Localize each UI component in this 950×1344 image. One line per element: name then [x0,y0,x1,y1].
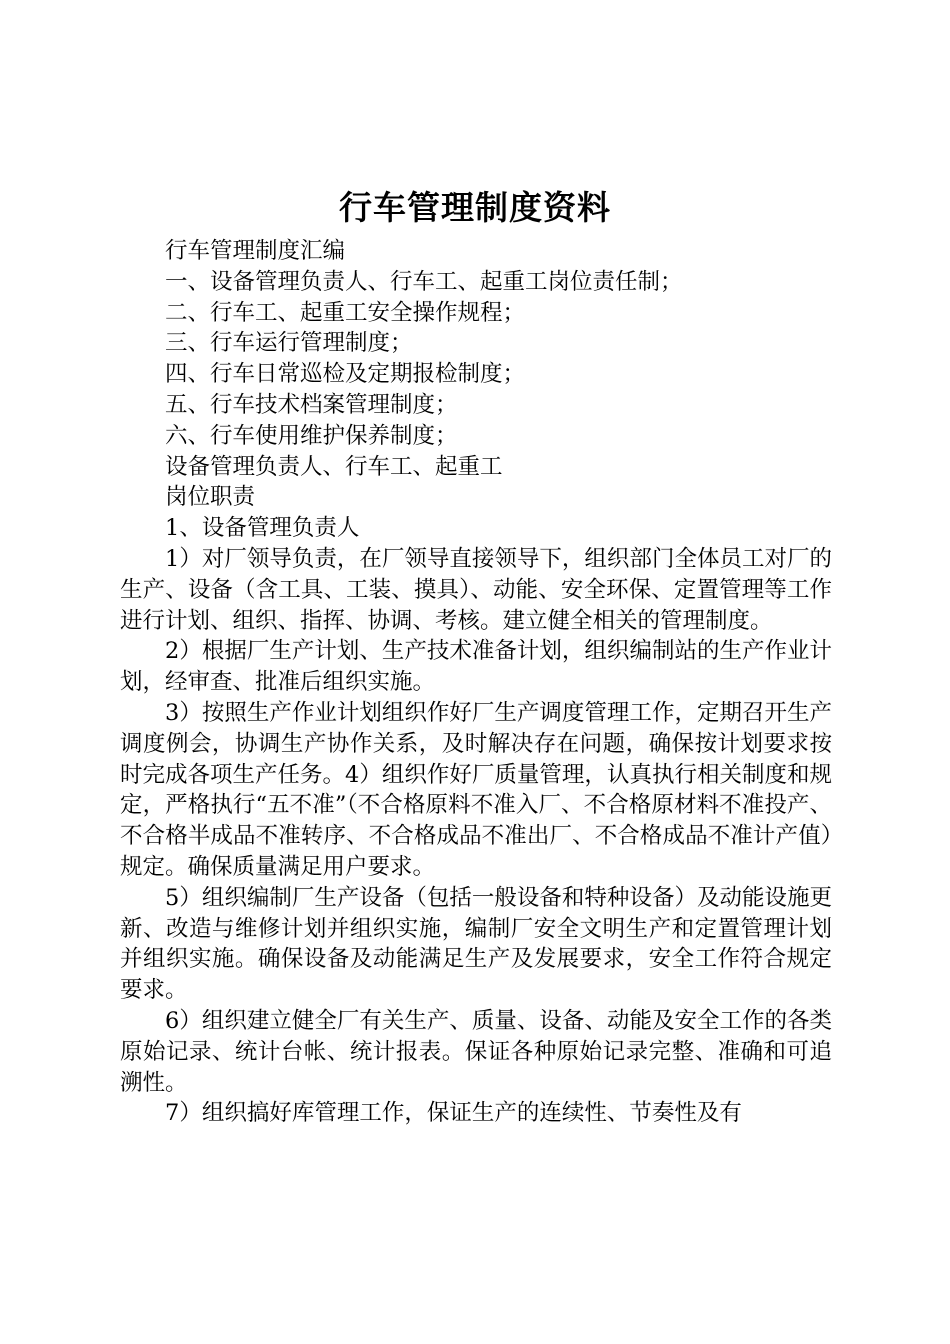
paragraph-role-heading: 1、设备管理负责人 [165,515,360,542]
paragraph-duty-2: 2）根据厂生产计划、生产技术准备计划，组织编制站的生产作业计划，经审查、批准后组织实施。 [120,638,832,696]
paragraph-toc-item-1: 一、设备管理负责人、行车工、起重工岗位责任制； [165,268,683,295]
paragraph-section-subheading: 岗位职责 [165,484,256,511]
paragraph-toc-item-4: 四、行车日常巡检及定期报检制度； [165,361,526,388]
paragraph-toc-item-3: 三、行车运行管理制度； [165,330,413,357]
document-body [120,236,832,1129]
paragraph-compilation-heading: 行车管理制度汇编 [165,238,346,264]
paragraph-duty-1: 1）对厂领导负责，在厂领导直接领导下，组织部门全体员工对厂的生产、设备（含工具、工装、摸具）、动能、安全环保、定置管理等工作进行计划、组织、指挥、协调、考核。建立健全相关的管理制度。 [120,545,832,634]
document-title: 行车管理制度资料 [339,188,611,227]
paragraph-toc-item-5: 五、行车技术档案管理制度； [165,391,458,418]
paragraph-duty-5: 5）组织编制厂生产设备（包括一般设备和特种设备）及动能设施更新、改造与维修计划并组织实施，编制厂安全文明生产和定置管理计划并组织实施。确保设备及动能满足生产及发展要求，安全工作符合规定要求。 [120,884,832,1004]
paragraph-duty-3-4: 3）按照生产作业计划组织作好厂生产调度管理工作，定期召开生产调度例会，协调生产协作关系，及时解决存在问题，确保按计划要求按时完成各项生产任务。4）组织作好厂质量管理，认真执行相关制度和规定，严格执行“五不准”（不合格原料不准入厂、不合格原材料不准投产、不合格半成品不准转序、不合格成品不准出厂、不合格成品不准计产值）规定。确保质量满足用户要求。 [120,699,832,880]
paragraph-duty-6: 6）组织建立健全厂有关生产、质量、设备、动能及安全工作的各类原始记录、统计台帐、统计报表。保证各种原始记录完整、准确和可追溯性。 [120,1007,832,1096]
paragraph-duty-7: 7）组织搞好库管理工作，保证生产的连续性、节奏性及有 [165,1100,742,1127]
paragraph-toc-item-6: 六、行车使用维护保养制度； [165,422,458,449]
paragraph-toc-item-2: 二、行车工、起重工安全操作规程； [165,299,526,326]
paragraph-section-heading: 设备管理负责人、行车工、起重工 [165,453,503,480]
